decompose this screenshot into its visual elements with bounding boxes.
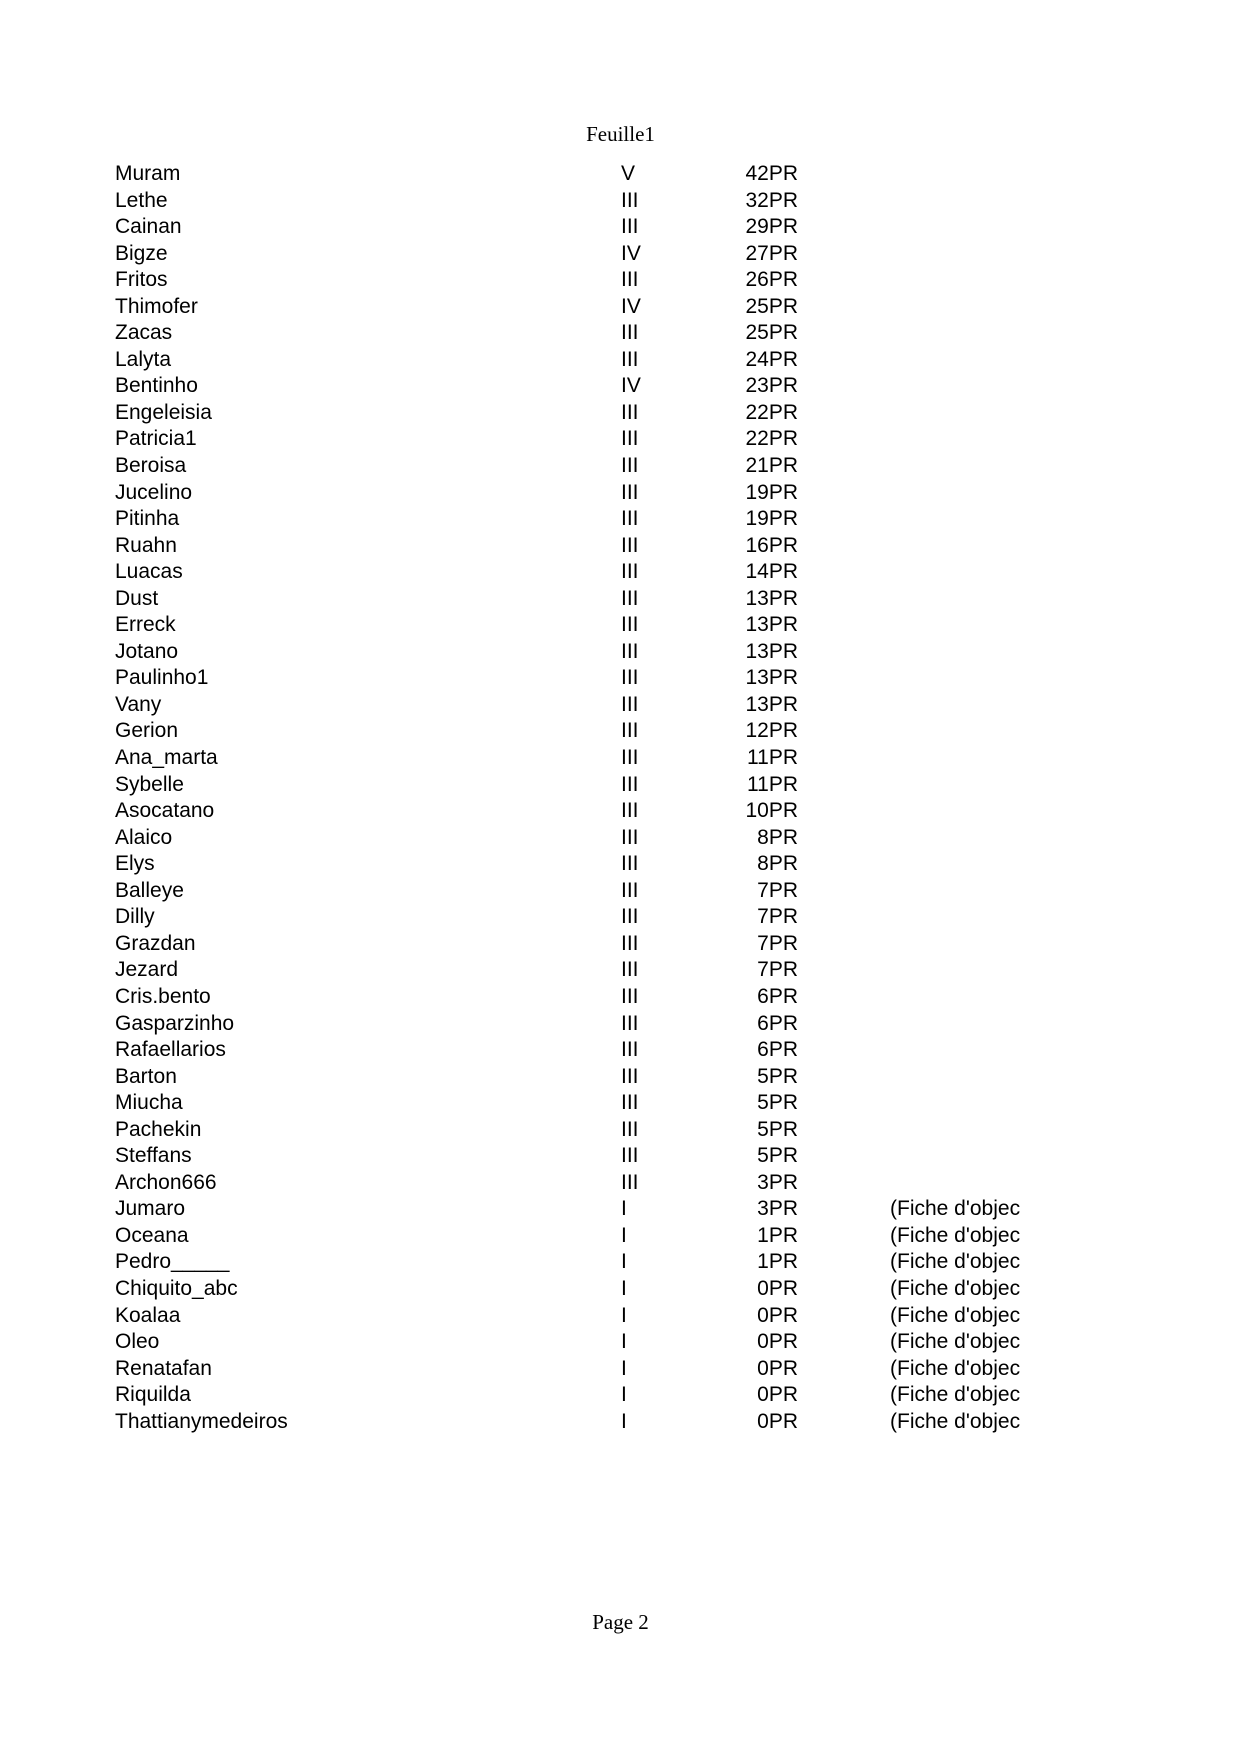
sheet-rows [0,161,1241,1435]
table-row [0,931,1241,958]
pr-value: 6PR [757,1038,798,1062]
table-row [0,1011,1241,1038]
tier-value: I [621,1197,627,1221]
player-name: Ana_marta [115,746,218,770]
pr-value: 32PR [745,188,798,212]
player-name: Oceana [115,1223,189,1247]
tier-value: III [621,454,639,478]
table-row [0,1090,1241,1117]
player-name: Rafaellarios [115,1038,226,1062]
pr-value: 22PR [745,400,798,424]
pr-value: 3PR [757,1197,798,1221]
table-row [0,267,1241,294]
player-name: Gerion [115,719,179,743]
tier-value: III [621,1170,639,1194]
tier-value: III [621,825,639,849]
fiche-note: (Fiche d'objec [890,1197,1021,1221]
pr-value: 27PR [745,241,798,265]
tier-value: III [621,772,639,796]
tier-value: III [621,958,639,982]
tier-value: III [621,268,639,292]
fiche-note: (Fiche d'objec [890,1356,1021,1380]
player-name: Alaico [115,825,173,849]
pr-value: 7PR [757,958,798,982]
player-name: Ruahn [115,533,177,557]
table-row [0,665,1241,692]
pr-value: 22PR [745,427,798,451]
tier-value: III [621,507,639,531]
player-name: Gasparzinho [115,1011,235,1035]
fiche-note: (Fiche d'objec [890,1250,1021,1274]
pr-value: 7PR [757,905,798,929]
table-row [0,161,1241,188]
fiche-note: (Fiche d'objec [890,1303,1021,1327]
table-row [0,639,1241,666]
player-name: Thattianymedeiros [115,1409,288,1433]
tier-value: III [621,1144,639,1168]
table-row [0,904,1241,931]
tier-value: III [621,984,639,1008]
table-row [0,984,1241,1011]
pr-value: 13PR [745,639,798,663]
player-name: Lalyta [115,347,172,371]
tier-value: IV [621,241,641,265]
player-name: Koalaa [115,1303,181,1327]
pr-value: 8PR [757,825,798,849]
tier-value: III [621,321,639,345]
fiche-note: (Fiche d'objec [890,1330,1021,1354]
table-row [0,798,1241,825]
fiche-note: (Fiche d'objec [890,1383,1021,1407]
table-row [0,851,1241,878]
player-name: Vany [115,692,162,716]
player-name: Oleo [115,1330,160,1354]
pr-value: 11PR [747,772,798,796]
tier-value: I [621,1330,627,1354]
pr-value: 13PR [745,666,798,690]
pr-value: 11PR [747,746,798,770]
table-row [0,745,1241,772]
table-row [0,400,1241,427]
tier-value: III [621,1117,639,1141]
table-row [0,1196,1241,1223]
pr-value: 14PR [745,560,798,584]
tier-value: III [621,427,639,451]
player-name: Erreck [115,613,176,637]
player-name: Engeleisia [115,400,212,424]
table-row [0,453,1241,480]
tier-value: I [621,1303,627,1327]
player-name: Pachekin [115,1117,202,1141]
table-row [0,188,1241,215]
pr-value: 13PR [745,692,798,716]
player-name: Pedro_____ [115,1250,230,1274]
player-name: Bentinho [115,374,198,398]
pr-value: 7PR [757,931,798,955]
pr-value: 26PR [745,268,798,292]
pr-value: 5PR [757,1117,798,1141]
tier-value: I [621,1409,627,1433]
tier-value: III [621,639,639,663]
table-row [0,1329,1241,1356]
tier-value: III [621,1038,639,1062]
tier-value: III [621,905,639,929]
table-row [0,373,1241,400]
tier-value: I [621,1223,627,1247]
tier-value: III [621,560,639,584]
player-name: Renatafan [115,1356,212,1380]
table-row [0,718,1241,745]
table-row [0,214,1241,241]
table-row [0,612,1241,639]
table-row [0,586,1241,613]
pr-value: 19PR [745,507,798,531]
player-name: Jezard [115,958,179,982]
tier-value: III [621,1091,639,1115]
player-name: Jumaro [115,1197,186,1221]
player-name: Patricia1 [115,427,197,451]
tier-value: V [621,162,636,185]
player-name: Thimofer [115,294,198,318]
table-row [0,347,1241,374]
tier-value: III [621,480,639,504]
tier-value: III [621,852,639,876]
tier-value: III [621,692,639,716]
player-name: Muram [115,162,181,185]
tier-value: III [621,719,639,743]
sheet-title: Feuille1 [586,122,655,146]
player-name: Fritos [115,268,168,292]
table-row [0,1249,1241,1276]
pr-value: 23PR [745,374,798,398]
player-name: Chiquito_abc [115,1276,238,1300]
tier-value: I [621,1276,627,1300]
table-row [0,1303,1241,1330]
fiche-note: (Fiche d'objec [890,1409,1021,1433]
pr-value: 6PR [757,1011,798,1035]
pr-value: 0PR [757,1409,798,1433]
tier-value: III [621,188,639,212]
player-name: Grazdan [115,931,196,955]
pr-value: 5PR [757,1144,798,1168]
player-name: Barton [115,1064,177,1088]
pr-value: 0PR [757,1303,798,1327]
table-row [0,957,1241,984]
table-row [0,878,1241,905]
pr-value: 42PR [745,162,798,185]
tier-value: I [621,1356,627,1380]
player-name: Dust [115,586,159,610]
player-name: Steffans [115,1144,192,1168]
fiche-note: (Fiche d'objec [890,1276,1021,1300]
table-row [0,692,1241,719]
tier-value: III [621,1011,639,1035]
table-row [0,533,1241,560]
pr-value: 1PR [757,1250,798,1274]
player-name: Pitinha [115,507,180,531]
table-row [0,241,1241,268]
tier-value: III [621,1064,639,1088]
pr-value: 24PR [745,347,798,371]
tier-value: III [621,533,639,557]
player-name: Riquilda [115,1383,191,1407]
pr-value: 19PR [745,480,798,504]
player-name: Sybelle [115,772,184,796]
table-row [0,1117,1241,1144]
player-name: Zacas [115,321,173,345]
pr-value: 0PR [757,1383,798,1407]
pr-value: 3PR [757,1170,798,1194]
table-row [0,480,1241,507]
table-row [0,1064,1241,1091]
pr-value: 8PR [757,852,798,876]
player-name: Jucelino [115,480,193,504]
table-row [0,1170,1241,1197]
pr-value: 10PR [745,799,798,823]
tier-value: I [621,1250,627,1274]
tier-value: III [621,931,639,955]
tier-value: III [621,799,639,823]
pr-value: 12PR [745,719,798,743]
player-name: Elys [115,852,155,876]
table-row [0,426,1241,453]
player-name: Lethe [115,188,168,212]
tier-value: III [621,878,639,902]
pr-value: 6PR [757,984,798,1008]
pr-value: 0PR [757,1276,798,1300]
table-row [0,772,1241,799]
pr-value: 5PR [757,1091,798,1115]
pr-value: 1PR [757,1223,798,1247]
tier-value: III [621,215,639,239]
player-name: Luacas [115,560,183,584]
player-name: Bigze [115,241,168,265]
player-name: Asocatano [115,799,215,823]
player-name: Balleye [115,878,184,902]
tier-value: III [621,613,639,637]
pr-value: 5PR [757,1064,798,1088]
pr-value: 25PR [745,321,798,345]
tier-value: I [621,1383,627,1407]
pr-value: 25PR [745,294,798,318]
table-row [0,1356,1241,1383]
tier-value: III [621,746,639,770]
tier-value: III [621,347,639,371]
table-row [0,1037,1241,1064]
table-row [0,506,1241,533]
player-name: Cris.bento [115,984,211,1008]
player-name: Dilly [115,905,155,929]
table-row [0,1409,1241,1436]
tier-value: IV [621,374,641,398]
pr-value: 7PR [757,878,798,902]
tier-value: III [621,400,639,424]
player-name: Miucha [115,1091,183,1115]
table-row [0,825,1241,852]
table-row [0,1143,1241,1170]
tier-value: III [621,666,639,690]
table-row [0,559,1241,586]
table-row [0,1223,1241,1250]
page-number: Page 2 [592,1610,649,1634]
pr-value: 21PR [745,454,798,478]
pr-value: 16PR [745,533,798,557]
player-name: Jotano [115,639,179,663]
tier-value: III [621,586,639,610]
player-name: Paulinho1 [115,666,209,690]
player-name: Beroisa [115,454,187,478]
table-row [0,294,1241,321]
table-row [0,1382,1241,1409]
table-row [0,320,1241,347]
table-row [0,1276,1241,1303]
player-name: Cainan [115,215,182,239]
pr-value: 0PR [757,1356,798,1380]
player-name: Archon666 [115,1170,217,1194]
pr-value: 13PR [745,586,798,610]
pr-value: 0PR [757,1330,798,1354]
pr-value: 29PR [745,215,798,239]
fiche-note: (Fiche d'objec [890,1223,1021,1247]
pr-value: 13PR [745,613,798,637]
tier-value: IV [621,294,641,318]
